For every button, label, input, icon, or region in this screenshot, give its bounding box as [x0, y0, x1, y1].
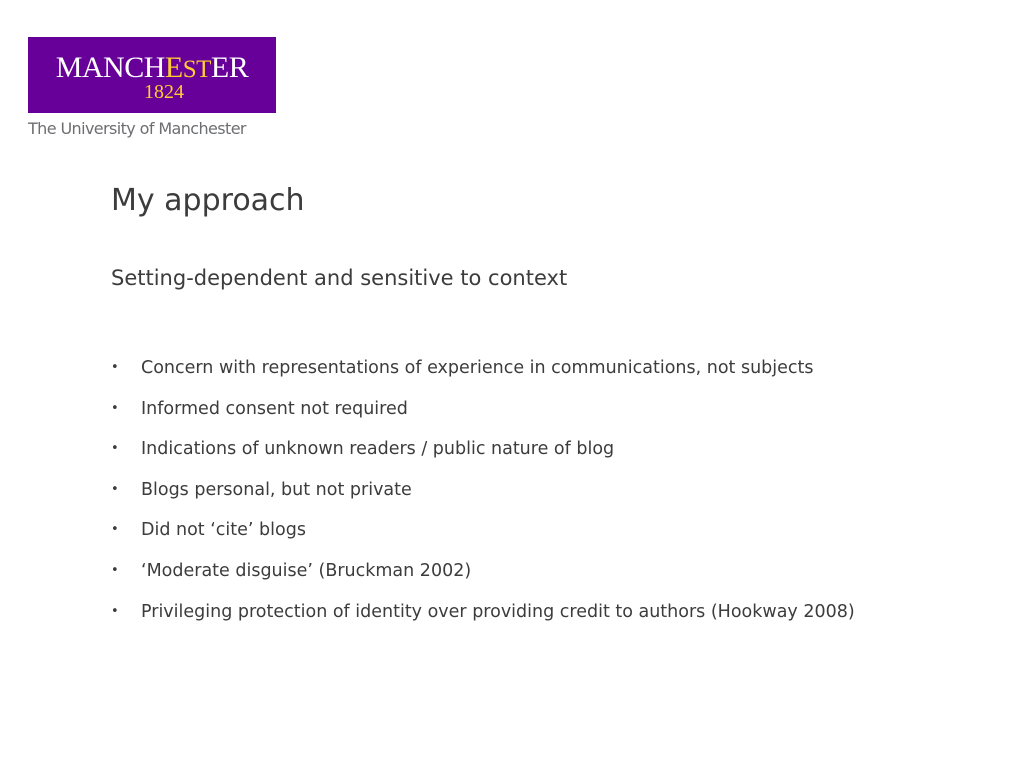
slide-subtitle: Setting-dependent and sensitive to context — [111, 266, 568, 290]
bullet-text: Informed consent not required — [141, 398, 408, 419]
bullet-marker: • — [111, 360, 119, 375]
bullet-text: Indications of unknown readers / public nature of blog — [141, 439, 615, 460]
logo-word-part1: MANCH — [55, 51, 165, 84]
bullet-marker: • — [111, 522, 119, 538]
bullet-list — [111, 354, 1011, 638]
bullet-text: Concern with representations of experience in communications, not subjects — [141, 358, 814, 378]
logo-purple-box — [28, 37, 276, 113]
logo-word-part3: ST — [182, 56, 211, 83]
logo-word-part2: E — [164, 51, 183, 84]
bullet-text: Privileging protection of identity over providing credit to authors (Hookway 2008) — [141, 601, 855, 622]
bullet-item — [111, 435, 1011, 476]
university-logo — [28, 37, 276, 143]
bullet-marker: • — [111, 603, 119, 619]
bullet-text: Did not ‘cite’ blogs — [141, 520, 306, 541]
bullet-item — [111, 516, 1011, 557]
bullet-marker: • — [111, 400, 119, 416]
bullet-item — [111, 476, 1011, 517]
logo-year: 1824 — [144, 81, 184, 103]
logo-word-part4: ER — [210, 51, 249, 84]
bullet-text: Blogs personal, but not private — [141, 479, 412, 500]
bullet-item — [111, 395, 1011, 436]
slide-title: My approach — [111, 183, 305, 218]
bullet-item — [111, 598, 1011, 639]
bullet-item — [111, 354, 1011, 395]
bullet-item — [111, 557, 1011, 598]
bullet-marker: • — [111, 562, 119, 578]
logo-institution-name: The University of Manchester — [28, 119, 246, 138]
bullet-marker: • — [111, 481, 119, 497]
bullet-marker: • — [111, 441, 119, 457]
bullet-text: ‘Moderate disguise’ (Bruckman 2002) — [141, 560, 472, 581]
